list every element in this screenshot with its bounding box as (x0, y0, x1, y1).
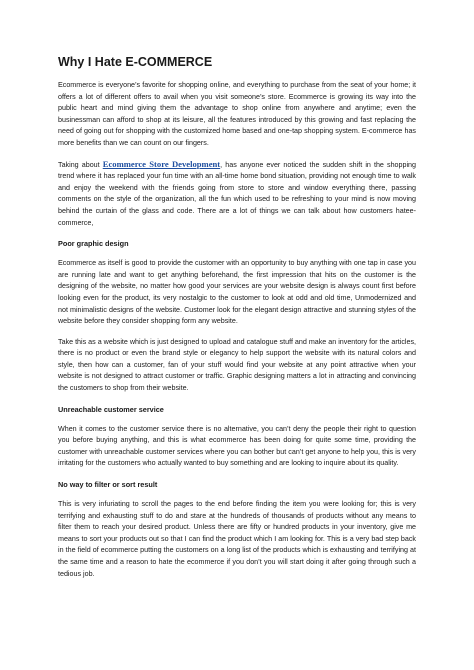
section-heading-unreachable-customer-service: Unreachable customer service (58, 404, 164, 414)
intro-paragraph: Ecommerce is everyone’s favorite for shopping online, and everything to purchase from the seat of your home; it offers a lot of different offers to avail when you visit someone’s store. Ecommerce is growing its way into the public heart and mind giving them the advantage to shop online from anywhere and anytime; even the businessman can afford to shop at its leisure, all the features introduced by this growing and fast replacing the need of going out for shopping with the customized home based and one-tap shopping system. E-commerce has more benefits than we can count on our fingers. (58, 81, 416, 147)
paragraph-ecommerce-development (58, 159, 416, 230)
paragraph-text: , has anyone ever noticed the sudden shift in the shopping trend where it has replaced your fun time with an all-time home bond situation, providing not enough time to walk and enjoy the weekend with the friends going from store to store and window everything there, passing comments on the style of the organization, all the fun which used to be refreshing to your mind is now moving behind the curtain of the glass and code. There are a lot of things we can talk about how customers hatee-commerce, (58, 160, 416, 227)
section-paragraph: Take this as a website which is just designed to upload and catalogue stuff and make an inventory for the articles, there is no product or even the brand style or elegancy to help support the website with its natural colors and style, then how can a customer, fan of your stuff would find your website at any point attractive when your website is not designed to attract customer or traffic. Graphic designing matters a lot in attracting and convincing the customers to shop from their website. (58, 337, 416, 393)
paragraph-text: Taking about (58, 160, 103, 169)
section-paragraph: When it comes to the customer service there is no alternative, you can’t deny the people their right to question you before buying anything, and this is what ecommerce has been doing for quite some time, providing the customer with unreachable customer services where you can bother but can’t get anyone to help you, this is very irritating for the customers who actually wanted to buy something and are looking to inquire about its quality. (58, 424, 416, 468)
section-paragraph: Ecommerce as itself is good to provide the customer with an opportunity to buy anything with one tap in case you are running late and want to get anything beforehand, the first impression that hits on the customer is the designing of the website, no matter how good your services are your website design is always count first before looking even for the product, its very nostalgic to the customer to look at odd and old time, Unmodernized and not minimalistic designs of the website. Customer look for the elegant design attractive and stunning styles of the website before they consider shopping form any website. (58, 259, 416, 326)
document-page (58, 55, 416, 589)
section-paragraph: This is very infuriating to scroll the pages to the end before finding the item you were looking for; this is very terrifying and exhausting stuff to do and stare at the hundreds of thousands of products without any means to filter them to reach your desired product. Unless there are fifty or hundred products in your inventory, give me means to sort your products out so that I can find the product which I am looking for. This is a very bad step back in the field of ecommerce putting the customers on a long list of the products which is exhausting and terrifying at the same time and a reason to hate the ecommerce if you don’t you will start doing it after going through such a tedious job. (58, 500, 416, 578)
document-title: Why I Hate E-COMMERCE (58, 55, 213, 69)
section-heading-no-way-to-filter: No way to filter or sort result (58, 480, 158, 490)
ecommerce-store-development-link[interactable]: Ecommerce Store Development (102, 158, 221, 169)
section-heading-poor-graphic-design: Poor graphic design (58, 239, 129, 249)
